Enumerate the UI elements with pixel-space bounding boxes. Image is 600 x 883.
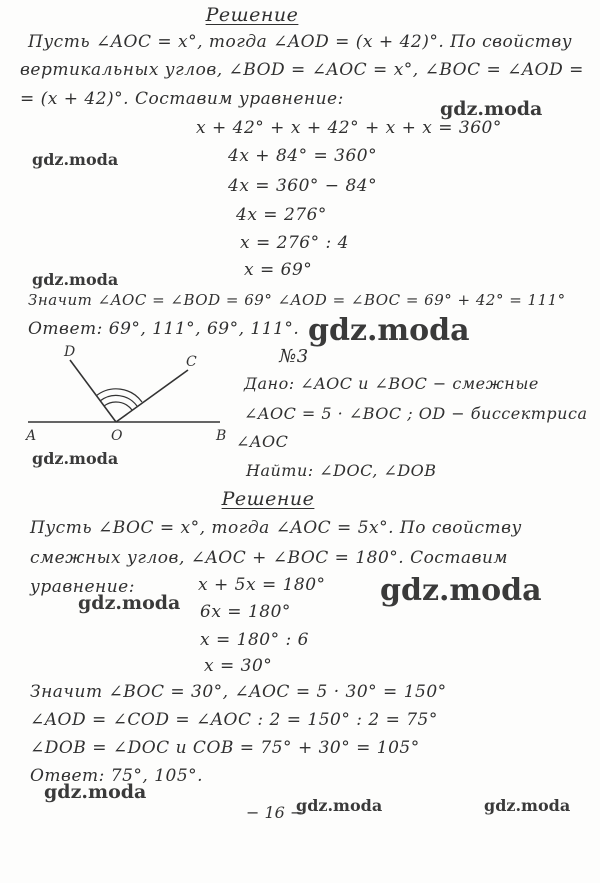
ray-od <box>70 360 116 422</box>
watermark: gdz.moda <box>440 98 543 120</box>
equation-line: x = 180° : 6 <box>200 630 309 650</box>
watermark: gdz.moda <box>484 796 571 815</box>
conclusion-line: Значит ∠AOC = ∠BOD = 69° ∠AOD = ∠BOC = 69° + 42° = 111° <box>28 291 566 309</box>
solution-line: Пусть ∠AOC = x°, тогда ∠AOD = (x + 42)°. По свойству <box>28 32 573 52</box>
equation-line: 4x = 276° <box>236 205 327 225</box>
equation-line: x = 30° <box>204 656 273 676</box>
problem-number: №3 <box>279 346 309 367</box>
find-line: Найти: ∠DOC, ∠DOB <box>246 461 437 480</box>
solution-line: = (x + 42)°. Составим уравнение: <box>20 89 344 109</box>
conclusion-line: Значит ∠BOC = 30°, ∠AOC = 5 · 30° = 150° <box>30 682 447 702</box>
conclusion-line: ∠AOD = ∠COD = ∠AOC : 2 = 150° : 2 = 75° <box>30 710 438 730</box>
given-line: Дано: ∠AOC и ∠BOC − смежные <box>244 374 539 393</box>
watermark: gdz.moda <box>44 781 147 803</box>
solution-heading-1: Решение <box>205 4 299 26</box>
label-a: A <box>26 428 37 444</box>
answer-line: Ответ: 69°, 111°, 69°, 111°. <box>28 319 300 339</box>
equation-line: x + 42° + x + 42° + x + x = 360° <box>196 118 502 138</box>
label-o: O <box>111 428 123 444</box>
equation-line: 6x = 180° <box>200 602 291 622</box>
angle-arc <box>104 402 132 410</box>
given-line: ∠AOC = 5 · ∠BOC ; OD − биссектриса <box>244 404 588 423</box>
watermark: gdz.moda <box>32 150 119 169</box>
watermark: gdz.moda <box>380 573 542 608</box>
conclusion-line: ∠DOB = ∠DOC и COB = 75° + 30° = 105° <box>30 738 420 758</box>
page-number: − 16 − <box>246 803 304 822</box>
label-c: C <box>186 354 197 370</box>
ray-oc <box>116 370 188 422</box>
equation-line: x = 276° : 4 <box>240 233 349 253</box>
equation-line: 4x + 84° = 360° <box>228 146 378 166</box>
solution-line: вертикальных углов, ∠BOD = ∠AOC = x°, ∠BOC = ∠AOD = <box>20 60 584 80</box>
answer-line: Ответ: 75°, 105°. <box>30 766 204 786</box>
watermark: gdz.moda <box>32 270 119 289</box>
solution-line: уравнение: <box>30 577 135 597</box>
watermark: gdz.moda <box>78 592 181 614</box>
angle-diagram <box>20 342 235 446</box>
given-line: ∠AOC <box>236 432 289 451</box>
equation-line: x + 5x = 180° <box>198 575 326 595</box>
equation-line: 4x = 360° − 84° <box>228 176 378 196</box>
watermark: gdz.moda <box>32 449 119 468</box>
watermark: gdz.moda <box>296 796 383 815</box>
equation-line: x = 69° <box>244 260 313 280</box>
label-b: B <box>216 428 227 444</box>
solution-line: смежных углов, ∠AOC + ∠BOC = 180°. Составим <box>30 548 509 568</box>
solution-line: Пусть ∠BOC = x°, тогда ∠AOC = 5x°. По свойству <box>30 518 522 538</box>
label-d: D <box>64 344 76 360</box>
watermark: gdz.moda <box>308 313 470 348</box>
solution-heading-2: Решение <box>221 488 315 510</box>
